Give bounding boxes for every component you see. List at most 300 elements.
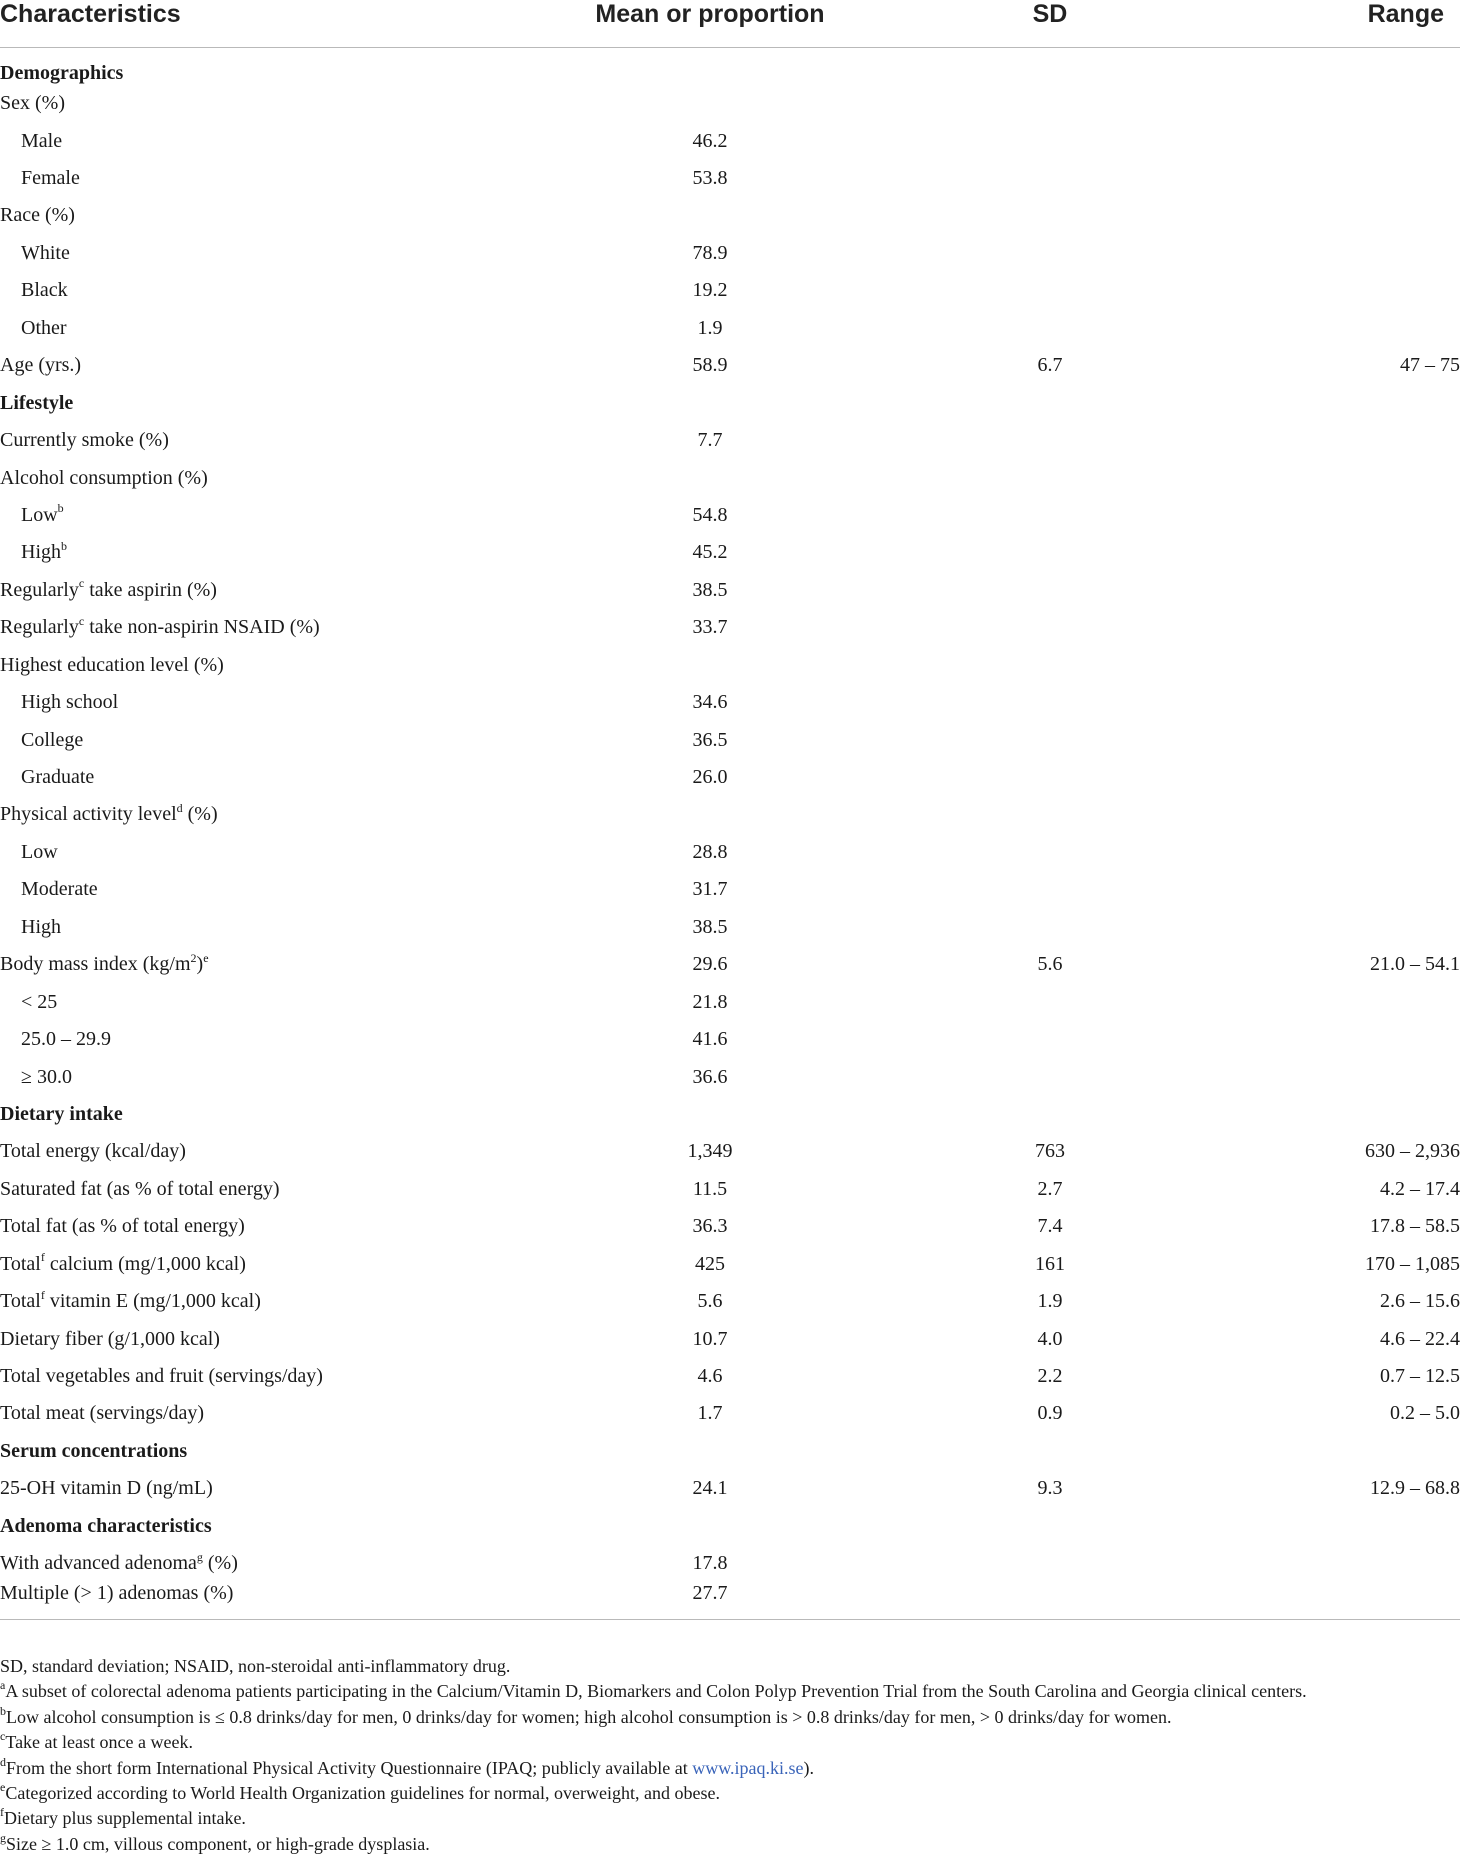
mean-cell	[540, 1507, 880, 1544]
mean-cell: 10.7	[692, 1327, 728, 1350]
row-label-text: Race (%)	[0, 204, 75, 227]
row-label-suffix: take aspirin (%)	[84, 578, 217, 601]
table-row	[0, 609, 1460, 646]
sd-cell	[880, 84, 1220, 121]
row-label	[0, 721, 540, 758]
table-row	[0, 833, 1460, 870]
row-label	[0, 1320, 540, 1357]
mean-cell: 425	[695, 1252, 725, 1275]
row-label	[0, 459, 540, 496]
row-label-text: Other	[21, 316, 67, 339]
sd-cell	[880, 796, 1220, 833]
row-label	[0, 833, 540, 870]
range-cell: 170 – 1,085	[1365, 1252, 1460, 1275]
sd-cell	[880, 1582, 1220, 1619]
sd-cell: 161	[1035, 1252, 1065, 1275]
table-row	[0, 1282, 1460, 1319]
header-row	[0, 0, 1460, 47]
range-cell: 12.9 – 68.8	[1370, 1477, 1460, 1500]
row-label	[0, 1245, 540, 1282]
table-row	[0, 84, 1460, 121]
table-row	[0, 347, 1460, 384]
mean-cell	[540, 47, 880, 84]
mean-cell: 29.6	[692, 953, 728, 976]
row-label-text: Total energy (kcal/day)	[0, 1140, 186, 1163]
range-cell	[1220, 721, 1460, 758]
footnote-marker: c	[78, 613, 85, 628]
table-row	[0, 534, 1460, 571]
row-label	[0, 1545, 540, 1582]
table-row	[0, 946, 1460, 983]
footnote-text: Dietary plus supplemental intake.	[4, 1808, 246, 1829]
row-label-text: Dietary intake	[0, 1102, 123, 1125]
row-label	[0, 159, 540, 196]
sd-cell	[880, 384, 1220, 421]
sd-cell: 5.6	[1037, 953, 1063, 976]
sd-cell: 6.7	[1037, 354, 1063, 377]
row-label	[0, 571, 540, 608]
mean-cell: 5.6	[697, 1290, 723, 1313]
section-heading	[0, 1507, 540, 1544]
table-row	[0, 1133, 1460, 1170]
row-label-suffix: )	[196, 953, 204, 976]
sd-cell	[880, 459, 1220, 496]
footnote-mark: a	[0, 1678, 6, 1693]
footnote-marker: b	[61, 538, 67, 553]
row-label-text: White	[21, 241, 70, 264]
footnote	[0, 1679, 1460, 1704]
table-row	[0, 197, 1460, 234]
footnote-text: Size ≥ 1.0 cm, villous component, or high-grade dysplasia.	[6, 1833, 430, 1854]
footnote-mark: e	[0, 1780, 6, 1795]
section-heading	[0, 1095, 540, 1132]
sd-cell: 763	[1035, 1140, 1065, 1163]
table-row	[0, 1020, 1460, 1057]
table-row	[0, 908, 1460, 945]
sd-cell	[880, 496, 1220, 533]
sd-cell	[880, 646, 1220, 683]
range-cell	[1220, 683, 1460, 720]
sd-cell	[880, 122, 1220, 159]
footnote-mark: g	[0, 1830, 6, 1845]
row-label-text: ≥ 30.0	[21, 1065, 72, 1088]
range-cell: 17.8 – 58.5	[1370, 1215, 1460, 1238]
table-row	[0, 272, 1460, 309]
range-cell	[1220, 796, 1460, 833]
row-label-text: Age (yrs.)	[0, 354, 82, 377]
section-heading	[0, 1432, 540, 1469]
table-row	[0, 721, 1460, 758]
sd-cell	[880, 908, 1220, 945]
range-cell	[1220, 571, 1460, 608]
footnote	[0, 1730, 1460, 1755]
row-label-text: Serum concentrations	[0, 1439, 188, 1462]
row-label	[0, 1170, 540, 1207]
range-cell	[1220, 609, 1460, 646]
footnote-mark: d	[0, 1754, 6, 1769]
footnote-text: Take at least once a week.	[5, 1732, 193, 1753]
sd-cell	[880, 234, 1220, 271]
sd-cell	[880, 159, 1220, 196]
range-cell	[1220, 159, 1460, 196]
sd-cell: 0.9	[1037, 1402, 1063, 1425]
table-row	[0, 1432, 1460, 1469]
table-row	[0, 1357, 1460, 1394]
mean-cell: 54.8	[692, 503, 728, 526]
row-label	[0, 983, 540, 1020]
mean-cell: 31.7	[692, 878, 728, 901]
table-row	[0, 1320, 1460, 1357]
mean-cell: 1.7	[697, 1402, 723, 1425]
sd-cell	[880, 309, 1220, 346]
footnotes	[0, 1654, 1460, 1857]
footnote-text: A subset of colorectal adenoma patients participating in the Calcium/Vitamin D, Biomarkers and Colon Polyp Prevention Trial from the South Carolina and Georgia clinical centers.	[5, 1681, 1307, 1702]
row-label	[0, 758, 540, 795]
table-row	[0, 1395, 1460, 1432]
row-label	[0, 272, 540, 309]
footnote-marker: f	[40, 1287, 45, 1302]
sd-cell	[880, 1095, 1220, 1132]
mean-cell: 38.5	[692, 578, 728, 601]
range-cell	[1220, 197, 1460, 234]
row-label-text: Dietary fiber (g/1,000 kcal)	[0, 1327, 220, 1350]
row-label-suffix: take non-aspirin NSAID (%)	[84, 616, 320, 639]
range-cell	[1220, 1020, 1460, 1057]
range-cell	[1220, 459, 1460, 496]
footnote-text: From the short form International Physical Activity Questionnaire (IPAQ; publicly available at	[6, 1757, 693, 1778]
footnote-marker: e	[203, 950, 209, 965]
range-cell	[1220, 983, 1460, 1020]
footnote-mark: c	[0, 1729, 6, 1744]
table-row	[0, 1245, 1460, 1282]
table-row	[0, 683, 1460, 720]
range-cell	[1220, 1058, 1460, 1095]
mean-cell: 1.9	[697, 316, 723, 339]
mean-cell: 58.9	[692, 354, 728, 377]
footnote	[0, 1654, 1460, 1679]
footnote-text: Low alcohol consumption is ≤ 0.8 drinks/day for men, 0 drinks/day for women; high alcohol consumption is > 0.8 drinks/day for men, > 0 drinks/day for women.	[6, 1706, 1172, 1727]
sd-cell	[880, 758, 1220, 795]
range-cell	[1220, 84, 1460, 121]
footnote	[0, 1806, 1460, 1831]
range-cell: 4.6 – 22.4	[1380, 1327, 1460, 1350]
table-row	[0, 571, 1460, 608]
row-label-text: Female	[21, 167, 80, 190]
table-row	[0, 1208, 1460, 1245]
mean-cell: 46.2	[692, 129, 728, 152]
row-label	[0, 1470, 540, 1507]
sd-cell	[880, 1432, 1220, 1469]
row-label-text: Adenoma characteristics	[0, 1514, 212, 1537]
row-label-text: 25.0 – 29.9	[21, 1028, 111, 1051]
row-label-text: Low	[21, 840, 58, 863]
table-row	[0, 1582, 1460, 1619]
table-row	[0, 1058, 1460, 1095]
mean-cell	[540, 459, 880, 496]
row-label	[0, 534, 540, 571]
row-label-text: High	[21, 541, 61, 564]
ipaq-link[interactable]: www.ipaq.ki.se	[692, 1757, 804, 1778]
mean-cell: 41.6	[692, 1028, 728, 1051]
range-cell	[1220, 1545, 1460, 1582]
table-row	[0, 47, 1460, 84]
footnote-marker: c	[78, 576, 85, 591]
mean-cell: 11.5	[692, 1177, 728, 1200]
range-cell: 21.0 – 54.1	[1370, 953, 1460, 976]
row-label	[0, 122, 540, 159]
row-label-text: 25-OH vitamin D (ng/mL)	[0, 1477, 213, 1500]
table-row	[0, 1545, 1460, 1582]
row-label	[0, 1058, 540, 1095]
range-cell	[1220, 309, 1460, 346]
range-cell	[1220, 272, 1460, 309]
row-label	[0, 1020, 540, 1057]
table-row	[0, 1470, 1460, 1507]
sd-cell	[880, 1507, 1220, 1544]
mean-cell: 28.8	[692, 840, 728, 863]
row-label-text: Total vegetables and fruit (servings/day)	[0, 1365, 323, 1388]
row-label-text: Multiple (> 1) adenomas (%)	[0, 1582, 234, 1605]
table-row	[0, 122, 1460, 159]
row-label-text: Regularly	[0, 578, 79, 601]
sd-cell	[880, 197, 1220, 234]
mean-cell: 33.7	[692, 616, 728, 639]
mean-cell: 38.5	[692, 915, 728, 938]
section-heading	[0, 384, 540, 421]
sd-cell	[880, 534, 1220, 571]
range-cell	[1220, 234, 1460, 271]
table-row	[0, 1507, 1460, 1544]
row-label-suffix: (%)	[202, 1552, 238, 1575]
mean-cell	[540, 1095, 880, 1132]
mean-cell	[540, 197, 880, 234]
row-label	[0, 1282, 540, 1319]
table-row	[0, 758, 1460, 795]
footnote-mark: b	[0, 1703, 6, 1718]
table-row	[0, 871, 1460, 908]
range-cell	[1220, 758, 1460, 795]
table-row	[0, 234, 1460, 271]
row-label	[0, 1395, 540, 1432]
range-cell: 0.7 – 12.5	[1380, 1365, 1460, 1388]
mean-cell: 4.6	[697, 1365, 723, 1388]
range-cell	[1220, 646, 1460, 683]
table-row	[0, 459, 1460, 496]
range-cell: 4.2 – 17.4	[1380, 1177, 1460, 1200]
table-row	[0, 983, 1460, 1020]
row-label	[0, 946, 540, 983]
mean-cell: 53.8	[692, 167, 728, 190]
row-label-text: Body mass index (kg/m	[0, 953, 191, 976]
range-cell	[1220, 908, 1460, 945]
row-label-text: Saturated fat (as % of total energy)	[0, 1177, 280, 1200]
row-label	[0, 609, 540, 646]
table-row	[0, 1170, 1460, 1207]
table-row	[0, 646, 1460, 683]
row-label-text: Sex (%)	[0, 92, 65, 115]
table-header	[0, 0, 1460, 47]
row-label-text: Total fat (as % of total energy)	[0, 1215, 245, 1238]
footnote-text: SD, standard deviation; NSAID, non-steroidal anti-inflammatory drug.	[0, 1656, 511, 1676]
mean-cell	[540, 646, 880, 683]
footnote-text: Categorized according to World Health Organization guidelines for normal, overweight, and obese.	[5, 1783, 720, 1804]
row-label-text: College	[21, 728, 84, 751]
range-cell	[1220, 496, 1460, 533]
sd-cell	[880, 683, 1220, 720]
sd-cell	[880, 721, 1220, 758]
row-label	[0, 908, 540, 945]
row-label	[0, 84, 540, 121]
table-row	[0, 309, 1460, 346]
mean-cell: 1,349	[687, 1140, 733, 1163]
row-label	[0, 683, 540, 720]
footnote	[0, 1756, 1460, 1781]
row-label	[0, 796, 540, 833]
sd-cell	[880, 47, 1220, 84]
row-label-text: < 25	[21, 990, 58, 1013]
row-label-text: Moderate	[21, 878, 98, 901]
sd-cell: 4.0	[1037, 1327, 1063, 1350]
range-cell	[1220, 1095, 1460, 1132]
sd-cell	[880, 272, 1220, 309]
footnote-mark: f	[0, 1805, 4, 1820]
mean-cell: 24.1	[692, 1477, 728, 1500]
mean-cell: 36.5	[692, 728, 728, 751]
range-cell	[1220, 47, 1460, 84]
row-label-text: Male	[21, 129, 63, 152]
table-row	[0, 796, 1460, 833]
footnote-marker: d	[176, 800, 183, 815]
range-cell	[1220, 122, 1460, 159]
row-label-text: Physical activity level	[0, 803, 177, 826]
mean-cell	[540, 384, 880, 421]
range-cell: 0.2 – 5.0	[1390, 1402, 1460, 1425]
range-cell	[1220, 871, 1460, 908]
row-label	[0, 234, 540, 271]
row-label-suffix: vitamin E (mg/1,000 kcal)	[44, 1290, 261, 1313]
mean-cell: 7.7	[697, 429, 723, 452]
footnote-marker: 2	[190, 950, 197, 965]
sd-cell	[880, 1020, 1220, 1057]
range-cell: 47 – 75	[1400, 354, 1460, 377]
row-label	[0, 1357, 540, 1394]
row-label	[0, 1582, 540, 1619]
range-cell	[1220, 833, 1460, 870]
row-label-text: With advanced adenoma	[0, 1552, 197, 1575]
row-label	[0, 1133, 540, 1170]
footnote-marker: b	[57, 501, 64, 516]
mean-cell: 21.8	[692, 990, 728, 1013]
section-heading	[0, 47, 540, 84]
row-label-text: Currently smoke (%)	[0, 429, 169, 452]
sd-cell: 7.4	[1037, 1215, 1063, 1238]
sd-cell: 9.3	[1037, 1477, 1063, 1500]
row-label	[0, 197, 540, 234]
table-body	[0, 47, 1460, 1619]
row-label-text: Regularly	[0, 616, 79, 639]
mean-cell: 36.6	[692, 1065, 728, 1088]
header-mean: Mean or proportion	[540, 0, 880, 47]
table-row	[0, 421, 1460, 458]
range-cell	[1220, 1432, 1460, 1469]
row-label-text: High	[21, 915, 61, 938]
mean-cell: 27.7	[540, 1582, 880, 1619]
mean-cell: 17.8	[692, 1552, 728, 1575]
range-cell: 2.6 – 15.6	[1380, 1290, 1460, 1313]
sd-cell	[880, 1545, 1220, 1582]
row-label	[0, 1208, 540, 1245]
sd-cell: 2.7	[1037, 1177, 1063, 1200]
footnote-text-suffix: ).	[803, 1757, 815, 1778]
footnote	[0, 1705, 1460, 1730]
table-row	[0, 159, 1460, 196]
row-label	[0, 421, 540, 458]
row-label-text: Lifestyle	[0, 391, 74, 414]
mean-cell	[540, 1432, 880, 1469]
row-label	[0, 496, 540, 533]
sd-cell	[880, 833, 1220, 870]
row-label	[0, 347, 540, 384]
mean-cell: 78.9	[692, 241, 728, 264]
row-label-text: Total	[0, 1290, 41, 1313]
row-label-suffix: calcium (mg/1,000 kcal)	[44, 1252, 246, 1275]
range-cell	[1220, 1507, 1460, 1544]
sd-cell	[880, 571, 1220, 608]
table-row	[0, 496, 1460, 533]
range-cell	[1220, 1582, 1460, 1619]
footnote-marker: g	[196, 1549, 203, 1564]
footnote	[0, 1832, 1460, 1857]
row-label-text: Low	[21, 503, 58, 526]
range-cell	[1220, 384, 1460, 421]
sd-cell	[880, 421, 1220, 458]
header-sd: SD	[880, 0, 1220, 47]
sd-cell: 2.2	[1037, 1365, 1063, 1388]
row-label	[0, 646, 540, 683]
range-cell	[1220, 534, 1460, 571]
sd-cell: 1.9	[1037, 1290, 1063, 1313]
mean-cell: 34.6	[692, 691, 728, 714]
row-label-text: Graduate	[21, 766, 95, 789]
range-cell	[1220, 421, 1460, 458]
mean-cell: 45.2	[692, 541, 728, 564]
table-row	[0, 384, 1460, 421]
sd-cell	[880, 1058, 1220, 1095]
mean-cell	[540, 796, 880, 833]
row-label-text: Alcohol consumption (%)	[0, 466, 208, 489]
table-row	[0, 1095, 1460, 1132]
footnote-marker: f	[40, 1250, 45, 1265]
mean-cell: 26.0	[692, 766, 728, 789]
mean-cell: 19.2	[692, 279, 728, 302]
row-label	[0, 871, 540, 908]
row-label-text: Demographics	[0, 61, 124, 84]
footnote	[0, 1781, 1460, 1806]
row-label-text: Black	[21, 279, 68, 302]
sd-cell	[880, 983, 1220, 1020]
row-label-text: High school	[21, 691, 119, 714]
row-label-text: Highest education level (%)	[0, 653, 224, 676]
sd-cell	[880, 871, 1220, 908]
range-cell: 630 – 2,936	[1365, 1140, 1460, 1163]
row-label-text: Total	[0, 1252, 41, 1275]
row-label-suffix: (%)	[182, 803, 218, 826]
row-label-text: Total meat (servings/day)	[0, 1402, 205, 1425]
mean-cell	[540, 84, 880, 121]
header-range: Range	[1220, 0, 1460, 47]
header-characteristics: Characteristics	[0, 0, 540, 47]
row-label	[0, 309, 540, 346]
